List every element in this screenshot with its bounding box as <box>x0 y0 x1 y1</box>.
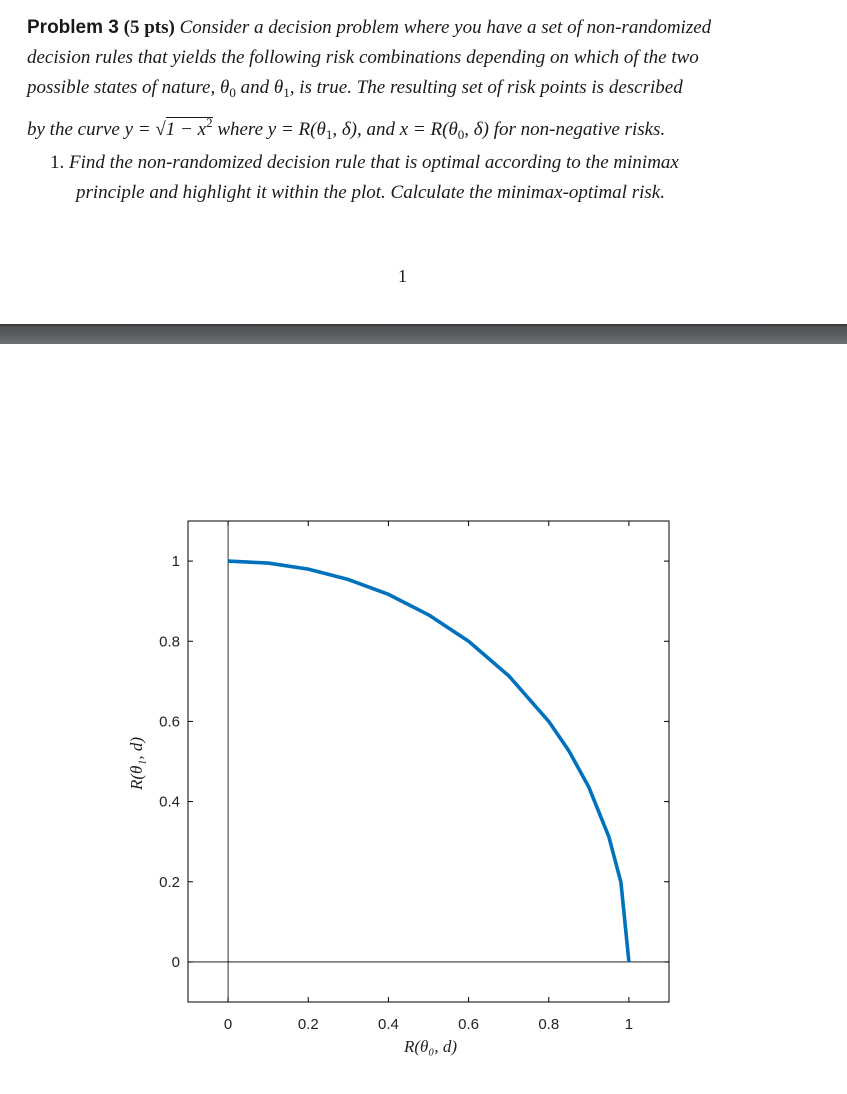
problem-text-4b: where <box>217 119 264 140</box>
x-tick-label: 0.4 <box>377 1016 399 1033</box>
y-tick-label: 0 <box>171 953 180 971</box>
x-tick-label: 1 <box>624 1016 634 1033</box>
problem-line-2: decision rules that yields the following risk combinations depending on which of the two <box>27 47 699 68</box>
tick-labels <box>159 553 633 1033</box>
problem-text-3b: and <box>240 77 270 98</box>
plot-frame <box>188 521 669 1002</box>
theta1-symbol: $\theta_1$ <box>273 77 290 100</box>
x-tick-label: 0.6 <box>458 1016 480 1033</box>
x-tick-label: 0 <box>223 1016 233 1033</box>
theta0-symbol: $\theta_0$ <box>220 77 236 100</box>
y-axis-label: R(θ₁, d) <box>127 737 146 790</box>
problem-text-4d: for non-negative risks. <box>493 119 666 140</box>
sub-question-number: 1. <box>50 152 65 173</box>
y-tick-label: 0.2 <box>159 873 180 891</box>
problem-text-3c: , is true. The resulting set of risk points is described <box>289 77 683 98</box>
y-tick-label: 1 <box>171 553 180 571</box>
curve-equation: $y = √1 - x^2$ <box>124 115 213 140</box>
tick-marks <box>188 521 669 1002</box>
x-definition: $x = R(\theta_0$, δ) <box>399 119 489 142</box>
problem-heading: Problem 3 <box>27 17 119 38</box>
x-tick-label: 0.8 <box>538 1016 560 1033</box>
problem-text-1: Consider a decision problem where you have a set of non-randomized <box>179 17 712 38</box>
series-layer <box>228 561 629 962</box>
y-tick-label: 0.8 <box>159 633 180 651</box>
problem-text-4c: , and <box>357 119 395 140</box>
y-definition: $y = R(\theta_1$, δ) <box>267 119 357 142</box>
page-number: 1 <box>398 266 407 286</box>
reference-lines <box>188 521 669 1002</box>
problem-points: (5 pts) <box>123 17 175 38</box>
problem-text-3a: possible states of nature, <box>27 77 216 98</box>
risk-curve <box>228 561 629 962</box>
y-tick-label: 0.4 <box>159 793 180 811</box>
y-tick-label: 0.6 <box>159 713 180 731</box>
x-axis-label: R(θ₀, d) <box>404 1037 457 1056</box>
problem-text-4a: by the curve <box>27 119 120 140</box>
sub-question-text-1: Find the non-randomized decision rule that is optimal according to the minimax <box>69 152 679 173</box>
sub-question-line-2: principle and highlight it within the plot. Calculate the minimax-optimal risk. <box>76 182 665 203</box>
x-tick-label: 0.2 <box>297 1016 319 1033</box>
